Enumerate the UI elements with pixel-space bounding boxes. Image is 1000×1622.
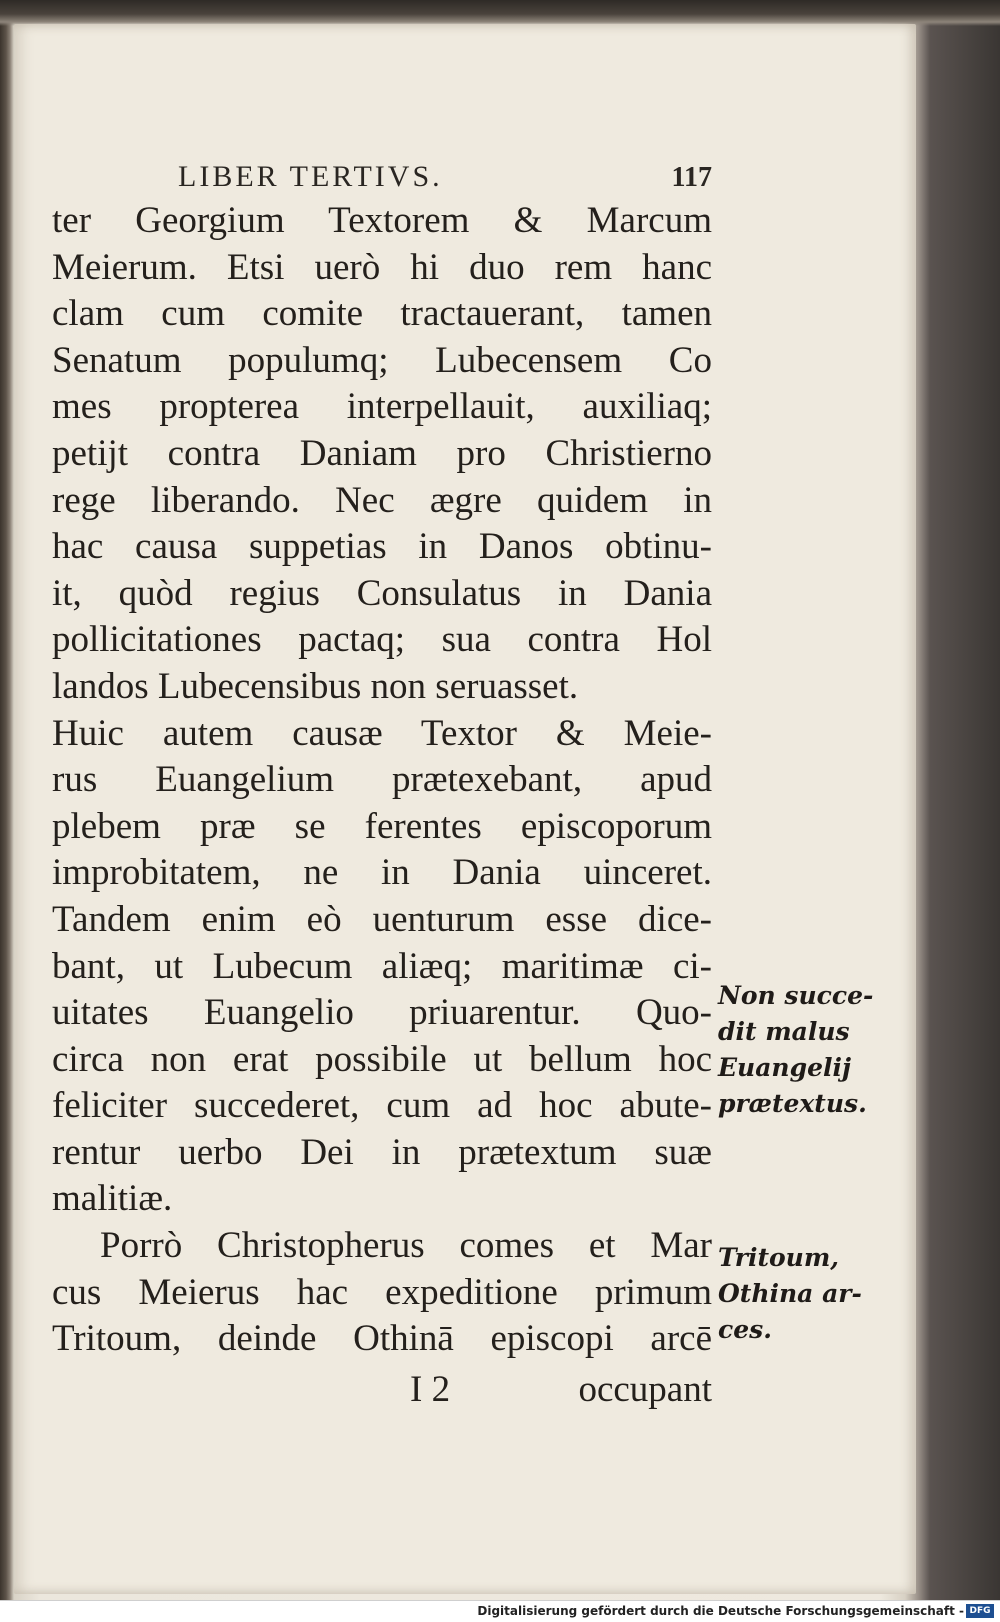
- text-line: petijt contra Daniam pro Christierno: [52, 432, 712, 474]
- page-header: [178, 160, 712, 200]
- text-line: circa non erat possibile ut bellum hoc: [52, 1038, 712, 1080]
- text-line: landos Lubecensibus non seruasset.: [52, 665, 579, 707]
- text-line: hac causa suppetias in Danos obtinu-: [52, 526, 712, 568]
- marginal-note-line: Euangelij: [718, 1053, 852, 1082]
- text-line: mes propterea interpellauit, auxiliaq;: [52, 386, 712, 428]
- text-line: Porrò Christopherus comes et Mar: [100, 1225, 712, 1267]
- text-line: bant, ut Lubecum aliæq; maritimæ ci-: [52, 945, 712, 987]
- marginal-note-line: Non succe-: [718, 981, 874, 1010]
- page-number: 117: [671, 162, 712, 193]
- text-line: cus Meierus hac expeditione primum: [52, 1271, 712, 1313]
- marginal-note: [718, 978, 874, 1122]
- book-top-edge: [0, 0, 1000, 26]
- marginal-note-line: ces.: [718, 1315, 772, 1344]
- text-line: rus Euangelium prætexebant, apud: [52, 759, 712, 801]
- text-line: Tritoum, deinde Othinā episcopi arcē: [52, 1318, 712, 1360]
- text-line: plebem præ se ferentes episcoporum: [52, 805, 712, 847]
- marginal-note-line: Othina ar-: [718, 1279, 862, 1308]
- signature-mark: I 2: [410, 1369, 451, 1410]
- text-line: pollicitationes pactaq; sua contra Hol: [52, 619, 712, 661]
- digitization-credit-bar: [0, 1600, 1000, 1622]
- text-line: clam cum comite tractauerant, tamen: [52, 293, 712, 335]
- text-line: Huic autem causæ Textor & Meie-: [52, 712, 712, 754]
- text-line: it, quòd regius Consulatus in Dania: [52, 572, 712, 614]
- catchword: occupant: [578, 1369, 712, 1410]
- text-line: rege liberando. Nec ægre quidem in: [52, 479, 712, 521]
- dfg-logo: DFG: [966, 1604, 994, 1618]
- marginal-note-line: dit malus: [718, 1017, 850, 1046]
- text-line: Senatum populumq; Lubecensem Co: [52, 339, 712, 381]
- text-line: Tandem enim eò uenturum esse dice-: [52, 898, 712, 940]
- text-line: feliciter succederet, cum ad hoc abute-: [52, 1085, 712, 1127]
- text-line: rentur uerbo Dei in prætextum suæ: [52, 1131, 712, 1173]
- running-title: LIBER TERTIVS.: [178, 160, 443, 193]
- main-text-block: [52, 198, 712, 1363]
- text-line: uitates Euangelio priuarentur. Quo-: [52, 992, 712, 1034]
- marginal-note-line: prætextus.: [718, 1089, 867, 1118]
- text-line: ter Georgium Textorem & Marcum: [52, 200, 712, 241]
- text-line: Meierum. Etsi uerò hi duo rem hanc: [52, 246, 712, 288]
- text-line: malitiæ.: [52, 1178, 173, 1220]
- marginal-note: [718, 1240, 868, 1348]
- credit-text: Digitalisierung gefördert durch die Deutsche Forschungsgemeinschaft -: [477, 1604, 964, 1618]
- marginal-note-line: Tritoum,: [718, 1243, 840, 1272]
- text-line: improbitatem, ne in Dania uinceret.: [52, 852, 712, 894]
